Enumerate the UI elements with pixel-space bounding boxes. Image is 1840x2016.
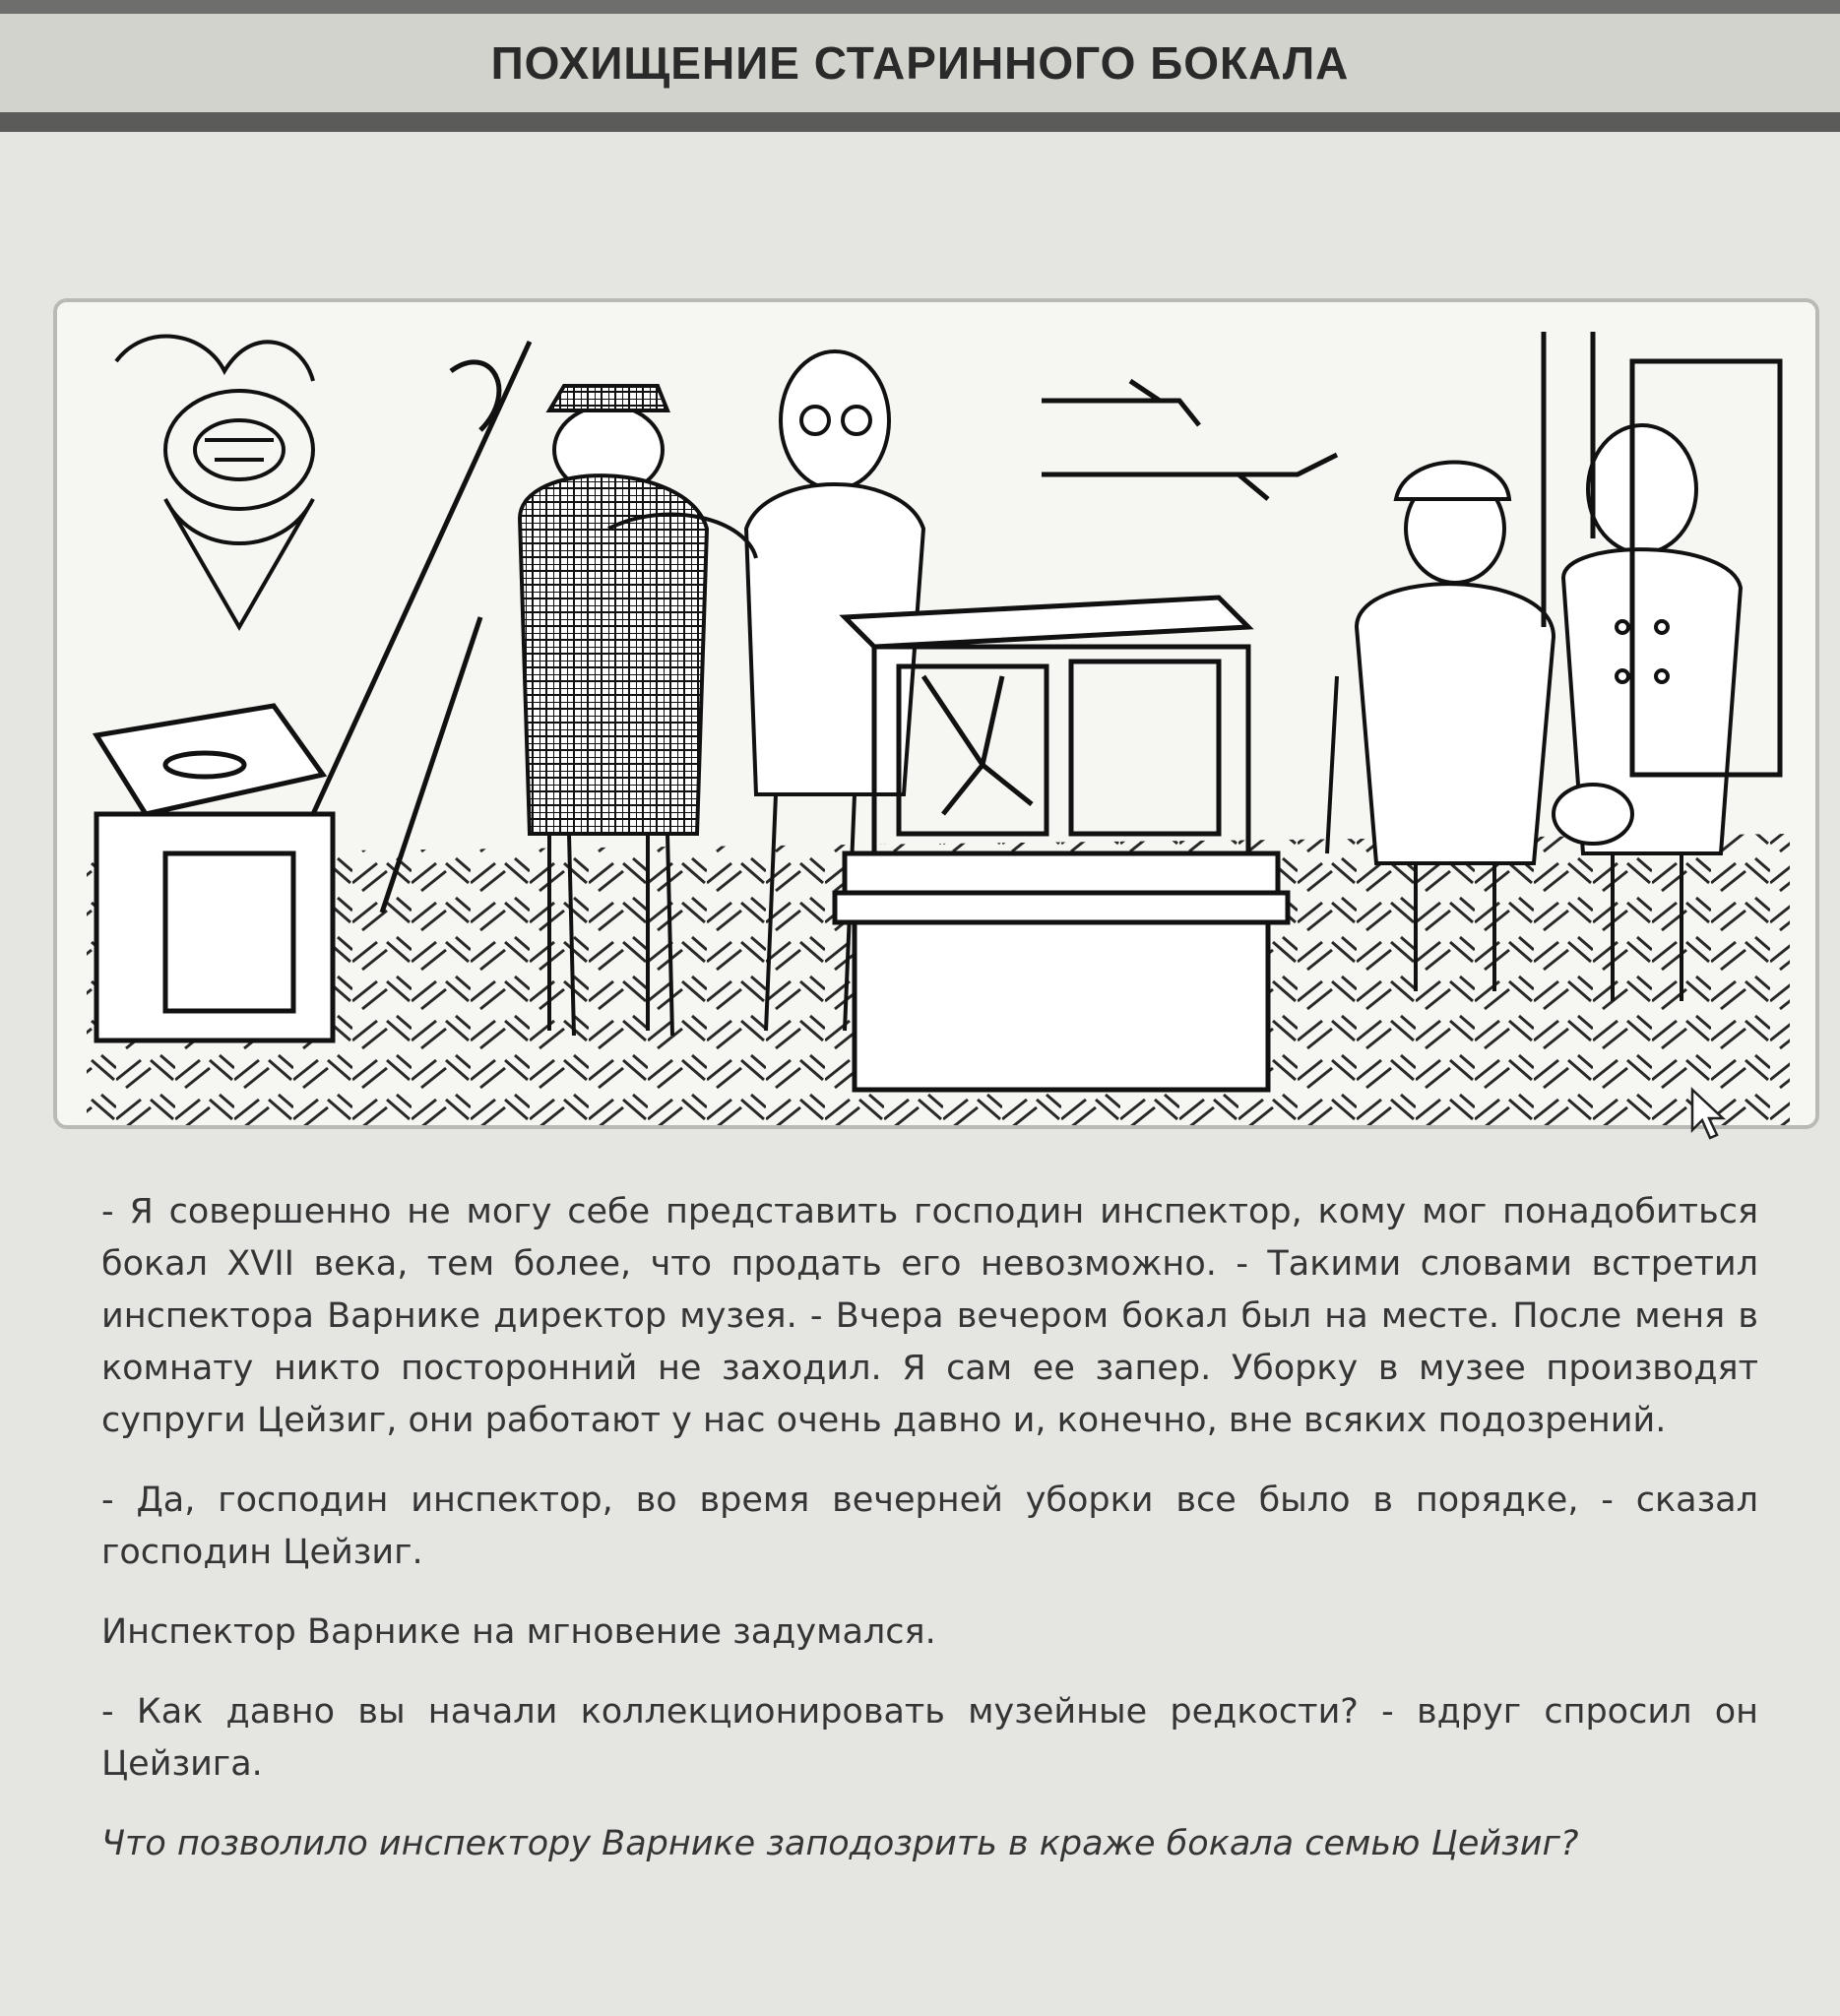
top-edge — [0, 0, 1840, 14]
museum-theft-illustration-icon — [57, 302, 1815, 1125]
story-paragraph-3: Инспектор Варнике на мгновение задумался. — [101, 1612, 936, 1652]
story-paragraph-1: - Я совершенно не могу себе представить господин инспектор, кому мог понадобиться бокал XVII века, тем более, что продать его невозможно. - Такими словами встретил инспектора Варнике директор музея. - Вчера вечером бокал был на месте. После меня в комнату никто посторонний не заходил. Я сам ее запер. Уборку в музее производят супруги Цейзиг, они работают у нас очень давно и, конечно, вне всяких подозрений. — [101, 1192, 1758, 1440]
story-question: Что позволило инспектору Варнике заподозрить в краже бокала семью Цейзиг? — [101, 1824, 1579, 1863]
title-bar — [0, 14, 1840, 112]
mouse-pointer-icon — [1689, 1087, 1729, 1144]
story-paragraph-2: - Да, господин инспектор, во время вечерней уборки все было в порядке, - сказал господин Цейзиг. — [101, 1480, 1758, 1572]
story-paragraph-4: - Как давно вы начали коллекционировать музейные редкости? - вдруг спросил он Цейзига. — [101, 1692, 1758, 1784]
illustration-frame — [53, 298, 1819, 1129]
story-text — [101, 1186, 1758, 1898]
page-title: ПОХИЩЕНИЕ СТАРИННОГО БОКАЛА — [490, 37, 1350, 89]
title-divider — [0, 112, 1840, 132]
